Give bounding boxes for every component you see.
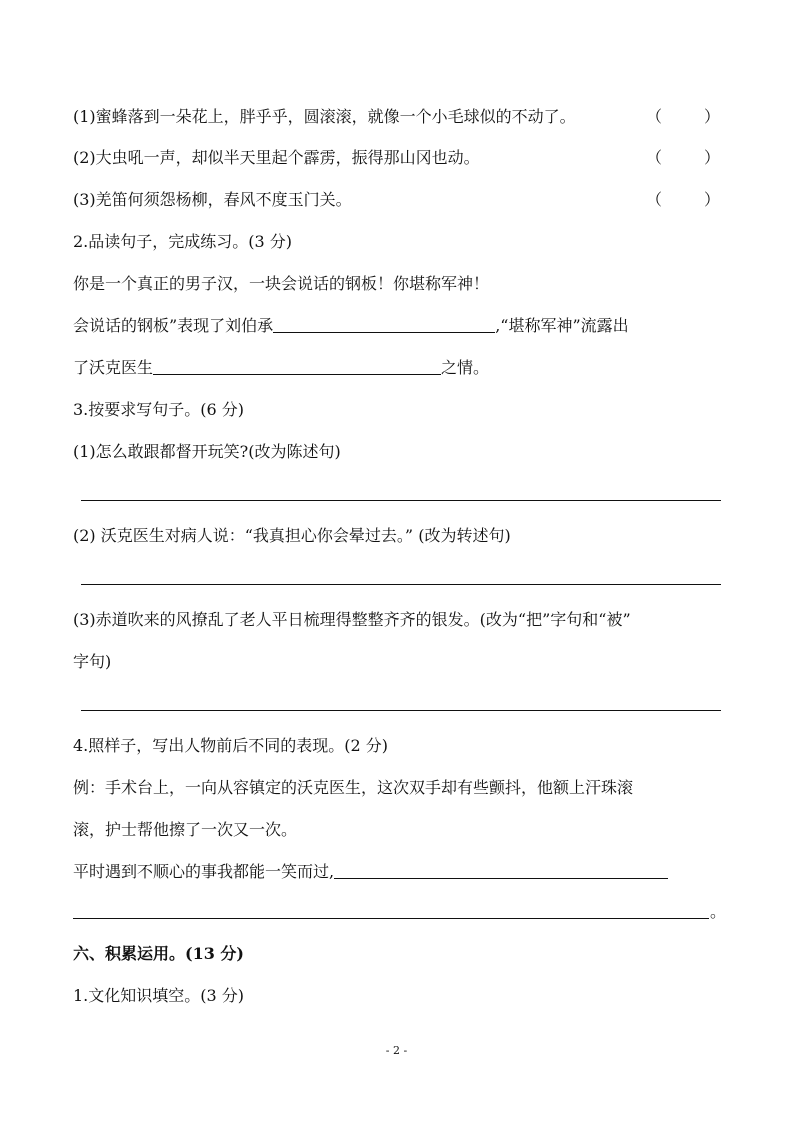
answer-paren-1[interactable]: （ ）	[646, 107, 720, 126]
q4-prompt-line: 平时遇到不顺心的事我都能一笑而过,	[73, 862, 720, 882]
q4-end-mark: 。	[710, 902, 727, 921]
identify-item-2	[73, 148, 720, 168]
q2-blank-2[interactable]	[153, 358, 441, 375]
identify-item-2-text: (2)大虫吼一声，却似半天里起个霹雳，振得那山冈也动。	[73, 148, 480, 167]
q4-example-line-2: 滚，护士帮他擦了一次又一次。	[73, 820, 298, 839]
identify-item-3-text: (3)羌笛何须怨杨柳，春风不度玉门关。	[73, 190, 352, 209]
q3-item-3-line-2: 字句)	[73, 652, 112, 671]
page-number: - 2 -	[385, 1044, 408, 1057]
q2-fill-line-2: 了沃克医生 之情。	[73, 358, 490, 377]
q3-item-2: (2) 沃克医生对病人说：“我真担心你会晕过去。” (改为转述句)	[73, 526, 511, 545]
q2-heading: 2.品读句子，完成练习。(3 分)	[73, 232, 293, 251]
q2-fill-line-1: 会说话的钢板”表现了刘伯承 ,“堪称军神”流露出	[73, 316, 629, 335]
q2-blank-1[interactable]	[273, 316, 495, 333]
answer-paren-3[interactable]: （ ）	[646, 190, 720, 209]
q4-example-line-1: 例：手术台上，一向从容镇定的沃克医生，这次双手却有些颤抖，他额上汗珠滚	[73, 778, 634, 797]
q4-answer-line-2[interactable]	[73, 918, 709, 919]
q3-item-1: (1)怎么敢跟都督开玩笑?(改为陈述句)	[73, 442, 341, 461]
q3-heading: 3.按要求写句子。(6 分)	[73, 400, 245, 419]
q2-sentence: 你是一个真正的男子汉，一块会说话的钢板！你堪称军神！	[73, 274, 490, 293]
identify-item-3	[73, 190, 720, 210]
q3-answer-line-3[interactable]	[81, 710, 721, 711]
section6-q1: 1.文化知识填空。(3 分)	[73, 986, 245, 1005]
identify-item-1-text: (1)蜜蜂落到一朵花上，胖乎乎，圆滚滚，就像一个小毛球似的不动了。	[73, 107, 576, 126]
q3-item-3-line-1: (3)赤道吹来的风撩乱了老人平日梳理得整整齐齐的银发。(改为“把”字句和“被”	[73, 610, 631, 629]
q4-blank-1[interactable]	[334, 862, 668, 879]
answer-paren-2[interactable]: （ ）	[646, 148, 720, 167]
q4-heading: 4.照样子，写出人物前后不同的表现。(2 分)	[73, 736, 389, 755]
identify-item-1	[73, 107, 720, 127]
section6-heading: 六、积累运用。(13 分)	[73, 944, 244, 963]
q3-answer-line-2[interactable]	[81, 584, 721, 585]
q3-answer-line-1[interactable]	[81, 500, 721, 501]
